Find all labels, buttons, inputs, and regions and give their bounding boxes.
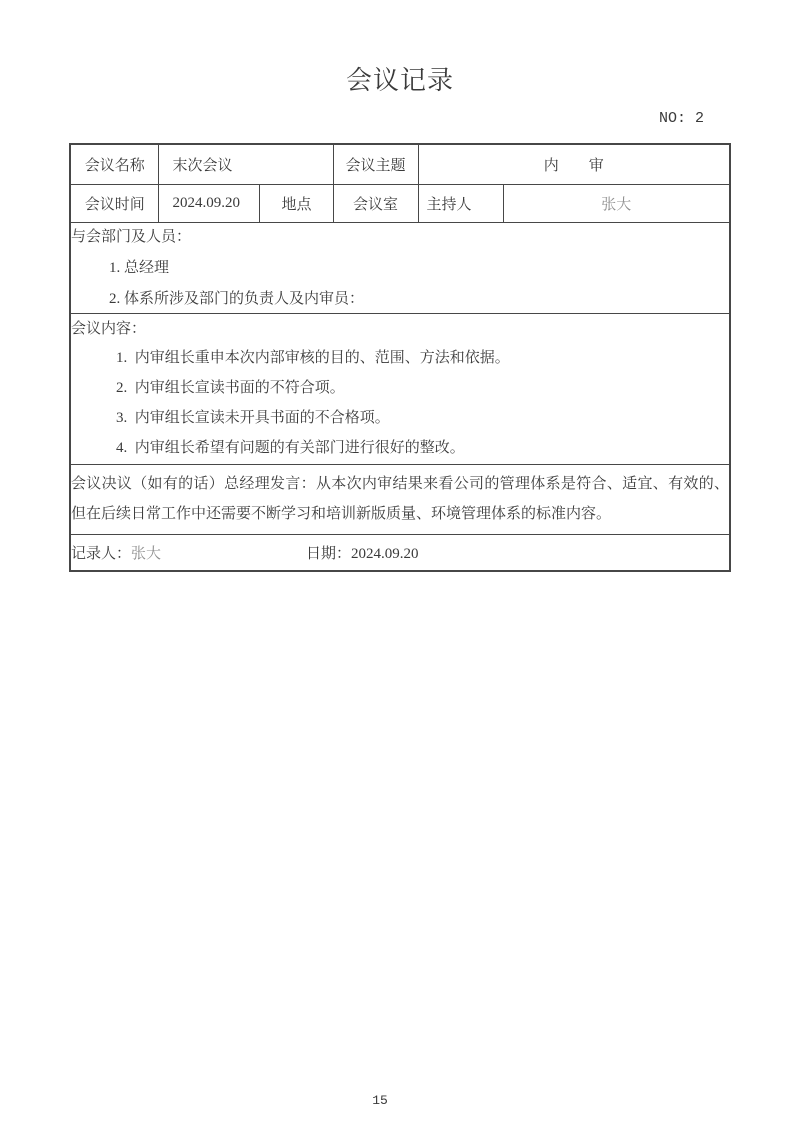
attendees-cell	[70, 222, 730, 313]
meeting-record-table	[69, 143, 731, 572]
meeting-content-cell	[70, 313, 730, 464]
table-row-content	[70, 313, 730, 464]
recorder-value: 张大	[131, 545, 162, 562]
meeting-name-label: 会议名称	[70, 144, 159, 184]
resolution-cell: 会议决议（如有的话）总经理发言：从本次内审结果来看公司的管理体系是符合、适宜、有效的、但在后续日常工作中还需要不断学习和培训新版质量、环境管理体系的标准内容。	[70, 464, 730, 534]
attendees-label: 与会部门及人员：	[70, 228, 191, 245]
recorder-group	[71, 542, 306, 563]
content-item: 3. 内审组长宣读未开具书面的不合格项。	[115, 409, 390, 426]
doc-number: NO: 2	[658, 110, 704, 127]
date-group	[306, 542, 419, 563]
record-footer-cell	[70, 534, 730, 571]
table-row-meeting-time	[70, 184, 730, 222]
host-value: 张大	[503, 184, 730, 222]
meeting-time-value: 2024.09.20	[159, 184, 260, 222]
content-item: 1. 内审组长重申本次内部审核的目的、范围、方法和依据。	[115, 349, 510, 366]
table-row-resolution	[70, 464, 730, 534]
recorder-label: 记录人：	[70, 545, 131, 562]
page-number: 15	[372, 1093, 388, 1108]
meeting-topic-value: 内 审	[418, 144, 730, 184]
table-row-attendees	[70, 222, 730, 313]
content-item: 4. 内审组长希望有问题的有关部门进行很好的整改。	[115, 439, 465, 456]
meeting-time-label: 会议时间	[70, 184, 159, 222]
host-label: 主持人	[418, 184, 503, 222]
date-value: 2024.09.20	[351, 545, 419, 562]
page-title: 会议记录	[345, 66, 454, 95]
meeting-topic-label: 会议主题	[333, 144, 418, 184]
attendee-item: 1. 总经理	[108, 259, 169, 276]
location-label: 地点	[260, 184, 333, 222]
content-item: 2. 内审组长宣读书面的不符合项。	[115, 379, 345, 396]
meeting-name-value: 末次会议	[159, 144, 333, 184]
attendee-item: 2. 体系所涉及部门的负责人及内审员：	[108, 290, 364, 307]
meeting-content-label: 会议内容：	[70, 320, 146, 337]
location-value: 会议室	[333, 184, 418, 222]
table-row-meeting-name	[70, 144, 730, 184]
table-row-footer	[70, 534, 730, 571]
date-label: 日期：	[305, 545, 351, 562]
